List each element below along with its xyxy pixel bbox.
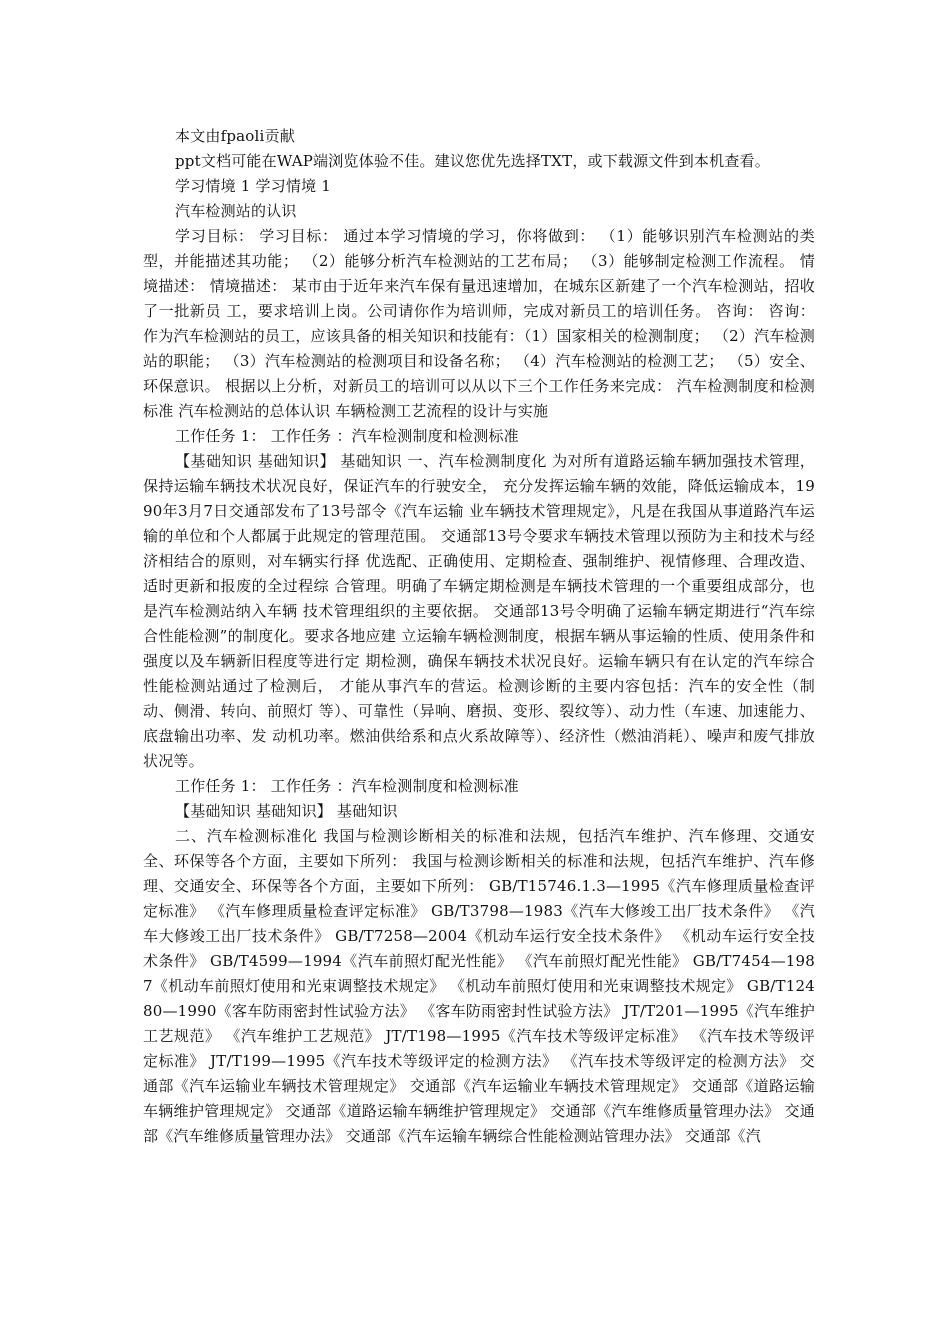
learning-situation-heading: 学习情境 1 学习情境 1 [175, 177, 331, 195]
task-1-heading-repeat: 工作任务 1： 工作任务 ：汽车检测制度和检测标准 [175, 777, 519, 795]
inspection-system-paragraph: 【基础知识 基础知识】 基础知识 一、汽车检测制度化 为对所有道路运输车辆加强技术管理，保持运输车辆技术状况良好，保证汽车的行驶安全， 充分发挥运输车辆的效能，降低运输成本，1990年3月7日交通部发布了13号部令《汽车运输 业车辆技术管理规定》，凡是在我国从事道路汽车运输的单位和个人都属于此规定的管理范围。 交通部13号令要求车辆技术管理以预防为主和技术与经济相结合的原则，对车辆实行择 优选配、正确使用、定期检查、强制维护、视情修理、合理改造、适时更新和报废的全过程综 合管理。明确了车辆定期检测是车辆技术管理的一个重要组成部分，也是汽车检测站纳入车辆 技术管理组织的主要依据。 交通部13号令明确了运输车辆定期进行“汽车综合性能检测”的制度化。要求各地应建 立运输车辆检测制度，根据车辆从事运输的性质、使用条件和强度以及车辆新旧程度等进行定 期检测，确保车辆技术状况良好。运输车辆只有在认定的汽车综合性能检测站通过了检测后， 才能从事汽车的营运。检测诊断的主要内容包括：汽车的安全性（制动、侧滑、转向、前照灯 等）、可靠性（异响、磨损、变形、裂纹等）、动力性（车速、加速能力、底盘输出功率、发 动机功率。燃油供给系和点火系故障等）、经济性（燃油消耗）、噪声和废气排放状况等。 [143, 452, 815, 770]
contributor-line: 本文由fpaoli贡献 [175, 127, 295, 145]
task-1-heading: 工作任务 1： 工作任务 ：汽车检测制度和检测标准 [175, 427, 519, 445]
learning-objectives-paragraph: 学习目标： 学习目标： 通过本学习情境的学习，你将做到： （1）能够识别汽车检测站的类型，并能描述其功能； （2）能够分析汽车检测站的工艺布局； （3）能够制定检测工作流程。 情境描述： 情境描述： 某市由于近年来汽车保有量迅速增加，在城东区新建了一个汽车检测站，招收了一批新员 工，要求培训上岗。公司请你作为培训师，完成对新员工的培训任务。 咨询： 咨询： 作为汽车检测站的员工，应该具备的相关知识和技能有：（1）国家相关的检测制度； （2）汽车检测站的职能； （3）汽车检测站的检测项目和设备名称； （4）汽车检测站的检测工艺； （5）安全、环保意识。 根据以上分析，对新员工的培训可以从以下三个工作任务来完成： 汽车检测制度和检测标准 汽车检测站的总体认识 车辆检测工艺流程的设计与实施 [143, 227, 815, 420]
document-title: 汽车检测站的认识 [175, 202, 297, 220]
basic-knowledge-heading: 【基础知识 基础知识】 基础知识 [175, 802, 398, 820]
document-page [143, 124, 815, 1149]
format-notice: ppt文档可能在WAP端浏览体验不佳。建议您优先选择TXT，或下载源文件到本机查看。 [175, 152, 770, 170]
inspection-standards-paragraph: 二、汽车检测标准化 我国与检测诊断相关的标准和法规，包括汽车维护、汽车修理、交通安全、环保等各个方面，主要如下所列： 我国与检测诊断相关的标准和法规，包括汽车维护、汽车修理、交通安全、环保等各个方面，主要如下所列： GB/T15746.1.3—1995《汽车修理质量检查评定标准》 《汽车修理质量检查评定标准》 GB/T3798—1983《汽车大修竣工出厂技术条件》 《汽车大修竣工出厂技术条件》 GB/T7258—2004《机动车运行安全技术条件》 《机动车运行安全技术条件》 GB/T4599—1994《汽车前照灯配光性能》 《汽车前照灯配光性能》 GB/T7454—1987《机动车前照灯使用和光束调整技术规定》 《机动车前照灯使用和光束调整技术规定》 GB/T12480—1990《客车防雨密封性试验方法》 《客车防雨密封性试验方法》 JT/T201—1995《汽车维护工艺规范》 《汽车维护工艺规范》 JT/T198—1995《汽车技术等级评定标准》 《汽车技术等级评定标准》 JT/T199—1995《汽车技术等级评定的检测方法》 《汽车技术等级评定的检测方法》 交通部《汽车运输业车辆技术管理规定》 交通部《汽车运输业车辆技术管理规定》 交通部《道路运输车辆维护管理规定》 交通部《道路运输车辆维护管理规定》 交通部《汽车维修质量管理办法》 交通部《汽车维修质量管理办法》 交通部《汽车运输车辆综合性能检测站管理办法》 交通部《汽 [143, 827, 815, 1145]
